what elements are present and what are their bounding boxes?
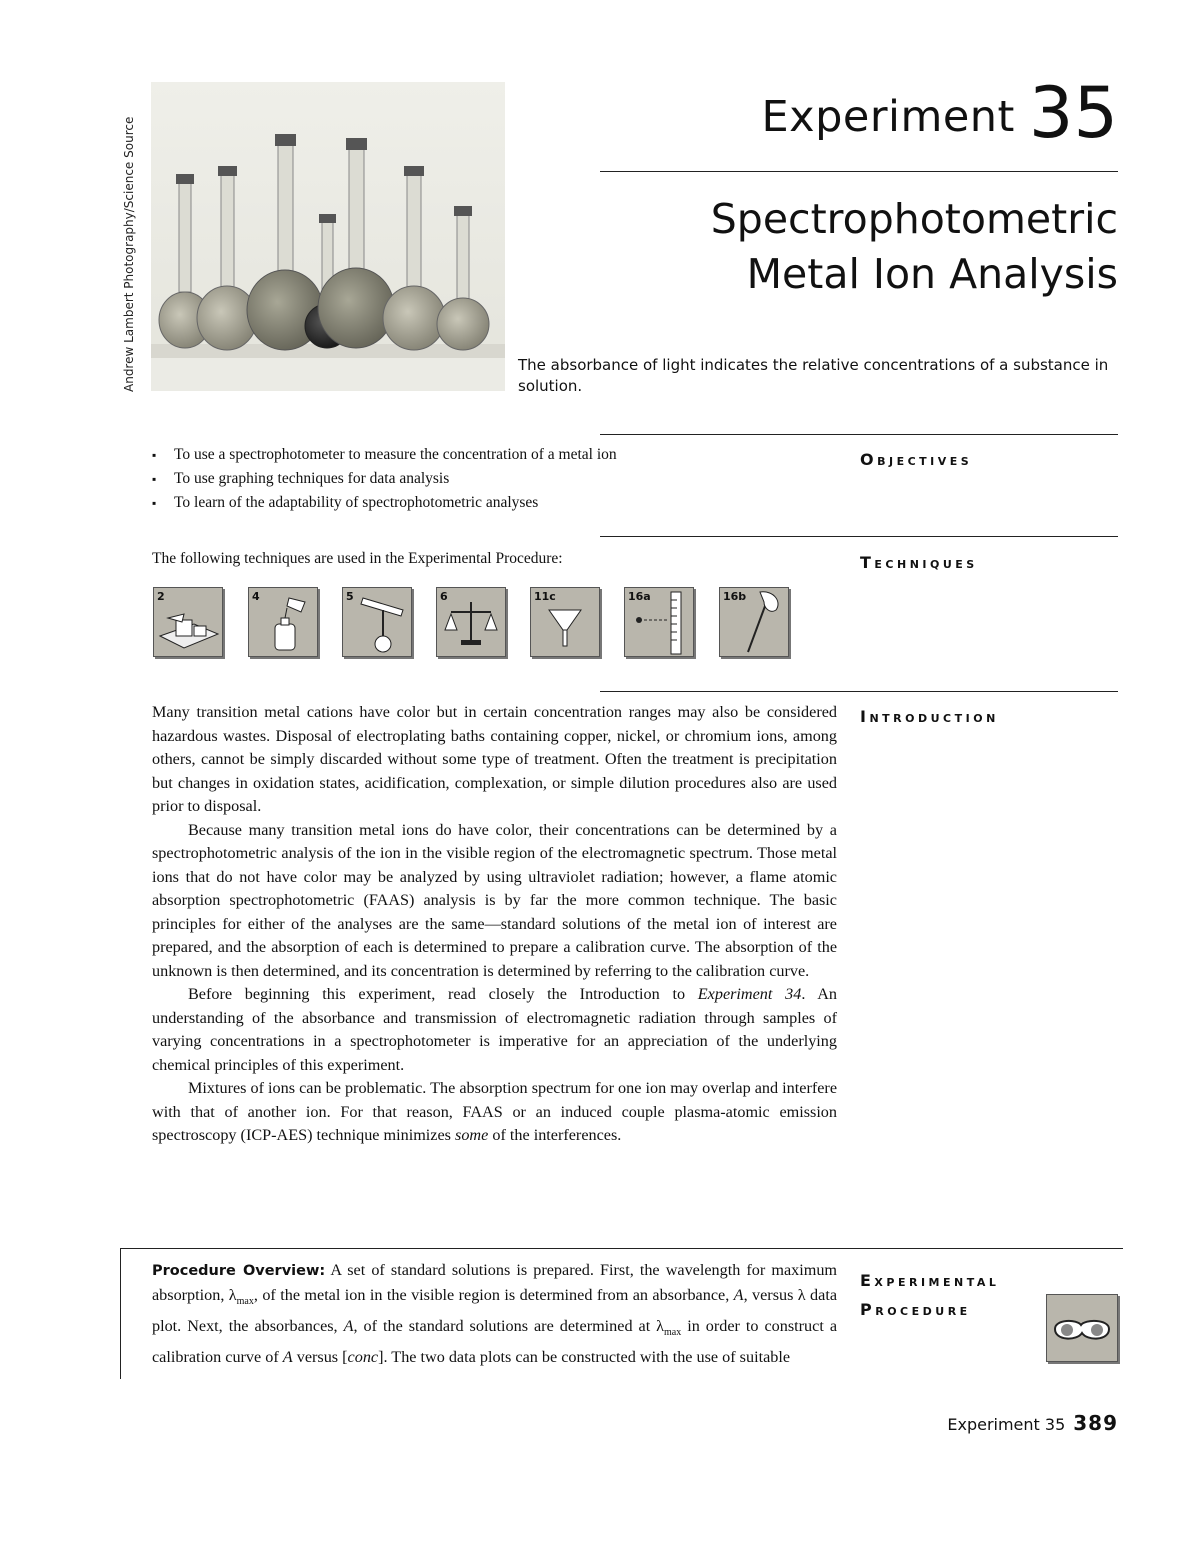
techniques-intro: The following techniques are used in the Experimental Procedure: [152,550,563,567]
photo-credit: Andrew Lambert Photography/Science Source [122,116,136,392]
objective-item: ▪ To use a spectrophotometer to measure the concentration of a metal ion [152,443,617,467]
procedure-overview-text [152,1258,837,1369]
volumetric-flasks-illustration [151,82,505,391]
introduction-heading: Introduction [860,707,999,726]
technique-label: 2 [157,590,165,603]
page-footer [947,1411,1118,1435]
overview-text: , of the standard solutions are determined at λ [353,1317,665,1336]
goggles-drawing [1047,1295,1117,1361]
experiment-number: 35 [1028,72,1118,154]
balance-icon [437,588,505,656]
objective-item: ▪ To learn of the adaptability of spectrophotometric analyses [152,491,617,515]
intro-text: . An understanding of the absorbance and transmission of electromagnetic radiation through samples of varying concentrations in a spectrophotometer is imperative for an appreciation of the underlying chemical principles of this experiment. [152,985,838,1074]
objectives-heading: Objectives [860,450,973,469]
technique-label: 16b [723,590,747,603]
introduction-rule [600,691,1118,692]
intro-text: of the interferences. [488,1126,622,1144]
lambda-max-subscript: max [664,1327,682,1339]
intro-paragraph-1: Many transition metal cations have color but in certain concentration ranges may also be considered hazardous wastes. Disposal of electroplating baths containing copper, nickel, or chromium ions, among others, cannot be simply discarded without some type of treatment. Often the treatment is precipitation but changes in oxidation states, acidification, complexation, or simple dilution procedures also are used prior to disposal. [152,703,837,815]
technique-16b-pipet-icon [719,587,789,657]
experiment-word: Experiment [761,92,1015,142]
glassware-icon [154,588,222,656]
emphasis-text: some [455,1126,489,1144]
intro-paragraph-3 [152,983,837,1077]
concentration-symbol: conc [347,1348,379,1367]
technique-label: 6 [440,590,448,603]
absorbance-symbol: A [282,1348,293,1367]
experiment-heading [761,72,1118,154]
absorbance-symbol: A [343,1317,354,1336]
overview-text: A set of standard solutions is prepared. First, the wavelength for maximum absorption, λ [152,1261,838,1304]
procedure-heading-line-2: Procedure [860,1300,971,1319]
technique-4-pouring-icon [248,587,318,657]
technique-label: 4 [252,590,260,603]
buret-reading-icon [625,588,693,656]
technique-11c-funnel-icon [530,587,600,657]
procedure-heading-line-1: Experimental [860,1271,1000,1290]
overview-text: in order to construct a calibration curve of [152,1317,838,1367]
transfer-flask-icon [343,588,411,656]
techniques-heading: Techniques [860,553,978,572]
header-rule [600,171,1118,172]
intro-text: Mixtures of ions can be problematic. The absorption spectrum for one ion may overlap and interfere with that of another ion. For that reason, FAAS or an induced couple plasma-atomic emission spectroscopy (ICP-AES) technique minimizes [152,1079,837,1144]
intro-paragraph-4 [152,1077,837,1148]
flasks-photo [151,82,505,391]
photo-caption: The absorbance of light indicates the relative concentrations of a substance in solution. [518,356,1109,395]
overview-label: Procedure Overview: [152,1263,326,1279]
footer-experiment-label: Experiment 35 [947,1415,1066,1434]
safety-goggles-icon [1046,1294,1118,1362]
technique-label: 11c [534,590,556,603]
introduction-text [152,701,837,1148]
title-line-2: Metal Ion Analysis [746,250,1118,298]
technique-2-glassware-icon [153,587,223,657]
technique-label: 16a [628,590,651,603]
overview-text: versus [ [292,1348,348,1367]
technique-5-transfer-icon [342,587,412,657]
objective-item: ▪ To use graphing techniques for data analysis [152,467,617,491]
intro-paragraph-2: Because many transition metal ions do have color, their concentrations can be determined by a spectrophotometric analysis of the ion in the visible region of the electromagnetic spectrum. Those metal ions that do not have color may be analyzed by using ultraviolet radiation; however, a flame atomic absorption spectrophotometric (FAAS) analysis is by far the more common technique. The basic principles for either of the analyses are the same—standard solutions of the metal ion of interest are prepared, and the absorption of each is determined to prepare a calibration curve. The absorption of the unknown is then determined, and its concentration is determined by referring to the calibration curve. [152,820,837,980]
page-title [558,192,1118,302]
intro-text: Before beginning this experiment, read closely the Introduction to [188,985,698,1003]
objectives-list [152,443,617,515]
title-line-1: Spectrophotometric [710,195,1118,243]
procedure-heading [860,1266,999,1324]
experiment-34-reference: Experiment 34 [697,985,802,1003]
technique-label: 5 [346,590,354,603]
funnel-icon [531,588,599,656]
technique-6-balance-icon [436,587,506,657]
overview-text: , versus λ data plot. Next, the absorbances, [152,1286,838,1336]
absorbance-symbol: A [733,1286,744,1304]
objectives-rule [600,434,1118,435]
lambda-max-subscript: max [236,1296,254,1308]
techniques-rule [600,536,1118,537]
pipet-icon [720,588,788,656]
overview-text: ]. The two data plots can be constructed with the use of suitable [378,1348,791,1367]
page-number: 389 [1073,1411,1118,1435]
pouring-bottle-icon [249,588,317,656]
technique-16a-buret-icon [624,587,694,657]
overview-text: , of the metal ion in the visible region is determined from an absorbance, [253,1286,734,1304]
